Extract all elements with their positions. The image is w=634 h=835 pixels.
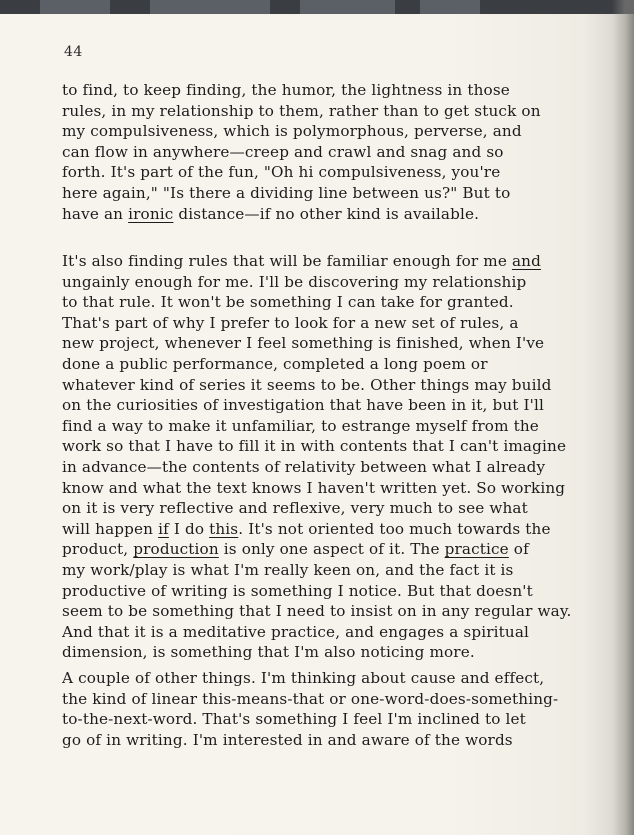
text-line	[62, 478, 610, 499]
text-segment: on the curiosities of investigation that have been in it, but I'll	[62, 396, 544, 415]
text-line	[62, 375, 610, 396]
text-line	[62, 333, 610, 354]
text-line	[62, 689, 610, 710]
text-line	[62, 709, 610, 730]
underlined-word: ironic	[128, 204, 174, 223]
underlined-word: production	[133, 540, 219, 559]
text-line	[62, 560, 610, 581]
text-line	[62, 313, 610, 334]
text-segment: productive of writing is something I notice. But that doesn't	[62, 581, 533, 600]
text-line	[62, 395, 610, 416]
text-line	[62, 162, 610, 183]
text-segment: of	[508, 540, 529, 559]
text-segment: seem to be something that I need to insist on in any regular way.	[62, 602, 572, 621]
paragraph-3	[62, 668, 610, 750]
underlined-word: if	[158, 519, 169, 538]
text-segment: That's part of why I prefer to look for a new set of rules, a	[62, 313, 519, 332]
text-segment: my compulsiveness, which is polymorphous, perverse, and	[62, 122, 522, 141]
text-line	[62, 204, 610, 225]
text-segment: done a public performance, completed a long poem or	[62, 354, 488, 373]
text-segment: can flow in anywhere—creep and crawl and snag and so	[62, 142, 504, 161]
text-line	[62, 80, 610, 101]
text-segment: have an	[62, 204, 129, 223]
text-segment: And that it is a meditative practice, and engages a spiritual	[62, 622, 530, 641]
text-line	[62, 498, 610, 519]
text-line	[62, 539, 610, 560]
text-segment: rules, in my relationship to them, rather than to get stuck on	[62, 101, 541, 120]
text-line	[62, 668, 610, 689]
page-number: 44	[64, 44, 83, 60]
text-segment: is only one aspect of it. The	[218, 540, 445, 559]
text-line	[62, 251, 610, 272]
text-segment: ungainly enough for me. I'll be discovering my relationship	[62, 272, 527, 291]
page-gutter-shadow	[612, 0, 634, 835]
underlined-word: practice	[444, 540, 509, 559]
text-segment: on it is very reflective and reflexive, very much to see what	[62, 499, 528, 518]
text-line	[62, 142, 610, 163]
text-line	[62, 272, 610, 293]
text-segment: will happen	[62, 519, 159, 538]
text-segment: dimension, is something that I'm also noticing more.	[62, 643, 475, 662]
text-segment: work so that I have to fill it in with contents that I can't imagine	[62, 437, 567, 456]
underlined-word: and	[511, 252, 541, 270]
text-segment: whatever kind of series it seems to be. Other things may build	[62, 375, 552, 394]
text-segment: here again," "Is there a dividing line between us?" But to	[62, 183, 511, 202]
text-line	[62, 436, 610, 457]
text-segment: new project, whenever I feel something is finished, when I've	[62, 334, 545, 353]
text-segment: to find, to keep finding, the humor, the lightness in those	[62, 81, 510, 99]
text-segment: distance—if no other kind is available.	[173, 204, 480, 223]
text-line	[62, 730, 610, 751]
text-segment: I do	[168, 519, 210, 538]
text-line	[62, 121, 610, 142]
text-line	[62, 622, 610, 643]
text-line	[62, 601, 610, 622]
text-segment: in advance—the contents of relativity between what I already	[62, 457, 546, 476]
text-line	[62, 101, 610, 122]
text-segment: find a way to make it unfamiliar, to estrange myself from the	[62, 416, 539, 435]
text-segment: . It's not oriented too much towards the	[238, 519, 551, 538]
text-line	[62, 642, 610, 663]
paragraph-2	[62, 251, 610, 663]
text-segment: my work/play is what I'm really keen on, and the fact it is	[62, 560, 514, 579]
scan-top-edge	[0, 0, 634, 14]
text-segment: It's also finding rules that will be familiar enough for me	[62, 252, 512, 270]
text-line	[62, 581, 610, 602]
text-segment: know and what the text knows I haven't written yet. So working	[62, 478, 566, 497]
paragraph-1	[62, 80, 610, 224]
text-segment: to-the-next-word. That's something I feel I'm inclined to let	[62, 710, 526, 729]
text-segment: to that rule. It won't be something I can take for granted.	[62, 293, 514, 312]
text-segment: product,	[62, 540, 134, 559]
text-line	[62, 183, 610, 204]
text-segment: go of in writing. I'm interested in and aware of the words	[62, 730, 513, 749]
text-line	[62, 457, 610, 478]
underlined-word: this	[209, 519, 239, 538]
text-segment: A couple of other things. I'm thinking about cause and effect,	[62, 669, 545, 687]
text-segment: forth. It's part of the fun, "Oh hi compulsiveness, you're	[62, 163, 501, 182]
text-line	[62, 354, 610, 375]
text-line	[62, 519, 610, 540]
text-line	[62, 416, 610, 437]
text-segment: the kind of linear this-means-that or one-word-does-something-	[62, 689, 559, 708]
text-line	[62, 292, 610, 313]
